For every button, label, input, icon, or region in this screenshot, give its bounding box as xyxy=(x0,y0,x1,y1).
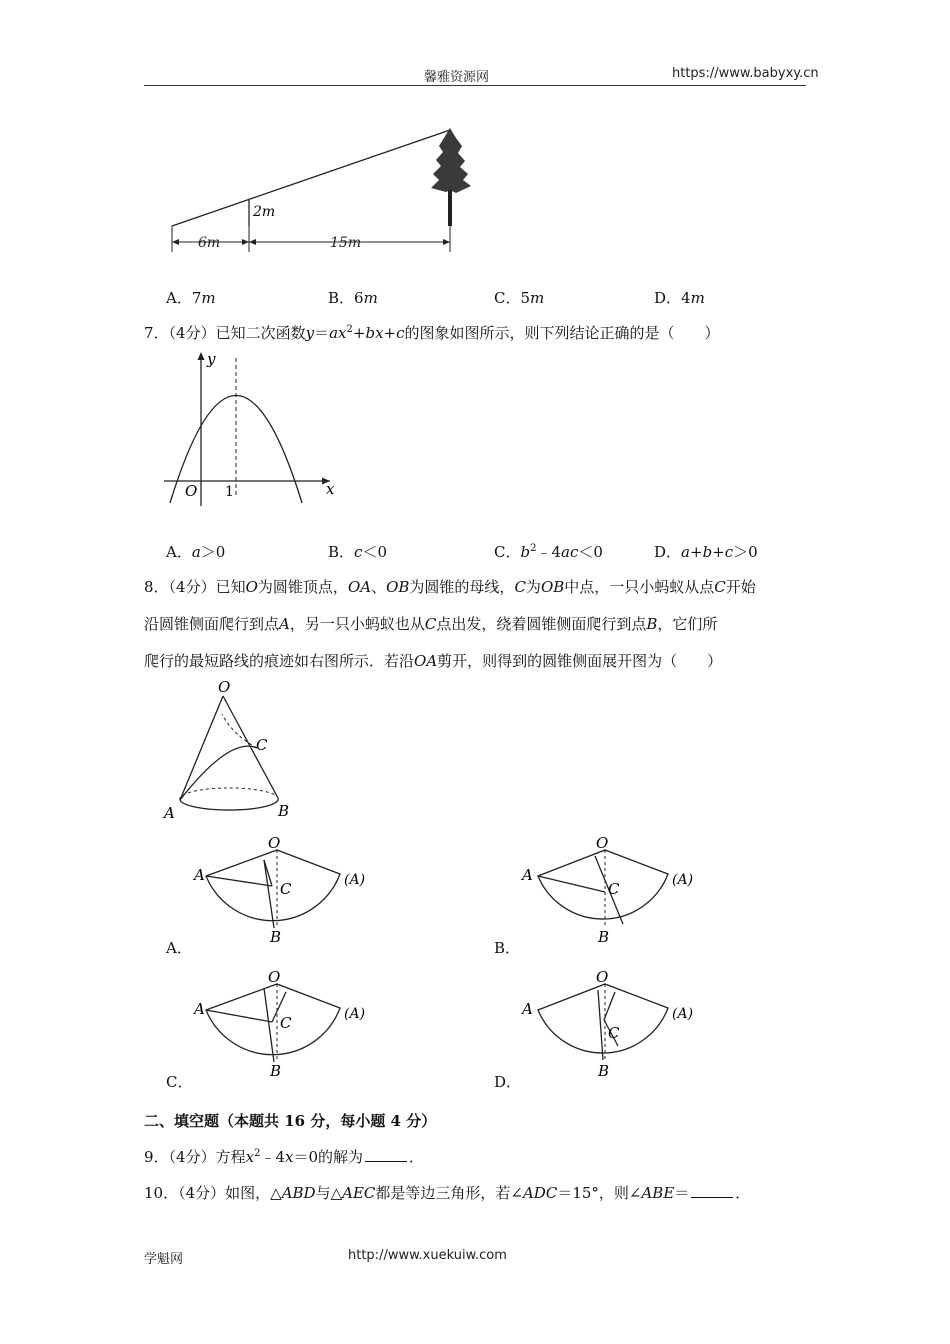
q7-figure xyxy=(160,348,340,508)
q7-origin-label: O xyxy=(185,482,198,500)
svg-text:O: O xyxy=(596,834,609,852)
cone-label-a: A xyxy=(164,804,175,822)
q8-option-d[interactable]: D． xyxy=(494,1073,522,1091)
q7-option-c[interactable]: C．$b^2﹣4ac<0$ xyxy=(494,543,603,561)
q6-figure xyxy=(160,120,490,260)
svg-text:C: C xyxy=(608,880,620,898)
svg-text:(A): (A) xyxy=(672,1006,694,1022)
q8-option-c-figure[interactable] xyxy=(190,968,380,1083)
svg-text:A: A xyxy=(522,1000,533,1018)
q9-stem: 9．（4分）方程$x^2﹣4x=0$的解为 ． xyxy=(144,1148,425,1166)
q8-option-c[interactable]: C． xyxy=(166,1073,193,1091)
footer-url[interactable]: http://www.xuekuiw.com xyxy=(348,1248,507,1263)
q9-answer-blank[interactable] xyxy=(365,1161,407,1162)
q10-stem: 10．（4分）如图，△ABD与△AEC都是等边三角形，若∠ADC＝15°，则∠ABE＝ ． xyxy=(144,1184,751,1202)
section-2-title: 二、填空题（本题共 16 分，每小题 4 分） xyxy=(144,1112,437,1130)
q10-answer-blank[interactable] xyxy=(691,1197,733,1198)
q6-pole-label: 2m xyxy=(253,204,276,220)
q7-option-a[interactable]: A．a＞0 xyxy=(166,543,226,561)
q6-right-seg-label: 15m xyxy=(330,235,362,251)
svg-text:C: C xyxy=(280,1014,292,1032)
header-url[interactable]: https://www.babyxy.cn xyxy=(672,66,819,81)
header-rule xyxy=(144,85,806,86)
cone-label-c: C xyxy=(256,736,268,754)
q8-stem-line-2: 沿圆锥侧面爬行到点A，另一只小蚂蚁也从C点出发，绕着圆锥侧面爬行到点B，它们所 xyxy=(144,615,718,633)
svg-text:B: B xyxy=(270,1062,282,1080)
q7-stem: 7．（4分）已知二次函数$y=ax^2+bx+c$的图象如图所示，则下列结论正确的是（ ） xyxy=(144,324,720,342)
q6-option-c[interactable]: C．5m xyxy=(494,289,545,307)
q8-stem-line-1: 8．（4分）已知O为圆锥顶点，OA、OB为圆锥的母线，C为OB中点，一只小蚂蚁从点C开始 xyxy=(144,578,756,596)
svg-text:(A): (A) xyxy=(672,872,694,888)
svg-text:O: O xyxy=(268,968,281,986)
q8-option-a-figure[interactable] xyxy=(190,834,380,949)
svg-text:(A): (A) xyxy=(344,1006,366,1022)
q7-tick-label: 1 xyxy=(225,484,234,500)
svg-text:C: C xyxy=(280,880,292,898)
q7-x-label: x xyxy=(326,480,335,498)
footer-left: 学魁网 xyxy=(144,1252,184,1267)
q8-option-b[interactable]: B． xyxy=(494,939,521,957)
svg-text:B: B xyxy=(270,928,282,946)
q6-left-seg-label: 6m xyxy=(198,235,221,251)
svg-text:O: O xyxy=(596,968,609,986)
svg-text:B: B xyxy=(598,1062,610,1080)
q6-option-b[interactable]: B．6m xyxy=(328,289,378,307)
svg-text:B: B xyxy=(598,928,610,946)
q6-option-d[interactable]: D．4m xyxy=(654,289,705,307)
svg-text:C: C xyxy=(608,1024,620,1042)
q6-option-a[interactable]: A．7m xyxy=(166,289,216,307)
q7-option-d[interactable]: D．a+b+c＞0 xyxy=(654,543,758,561)
q8-stem-line-3: 爬行的最短路线的痕迹如右图所示．若沿OA剪开，则得到的圆锥侧面展开图为（ ） xyxy=(144,652,723,670)
q7-option-b[interactable]: B．c＜0 xyxy=(328,543,387,561)
svg-text:A: A xyxy=(194,866,205,884)
q8-option-d-figure[interactable] xyxy=(518,968,708,1083)
header-center: 馨雅资源网 xyxy=(424,70,490,85)
q8-option-b-figure[interactable] xyxy=(518,834,708,949)
svg-text:(A): (A) xyxy=(344,872,366,888)
tree-icon xyxy=(431,128,471,226)
svg-text:A: A xyxy=(522,866,533,884)
svg-text:O: O xyxy=(268,834,281,852)
q8-option-a[interactable]: A． xyxy=(166,939,192,957)
q7-y-label: y xyxy=(207,350,216,368)
cone-label-b: B xyxy=(278,802,290,820)
q8-cone-figure xyxy=(160,676,300,826)
svg-text:A: A xyxy=(194,1000,205,1018)
cone-label-o: O xyxy=(218,678,231,696)
